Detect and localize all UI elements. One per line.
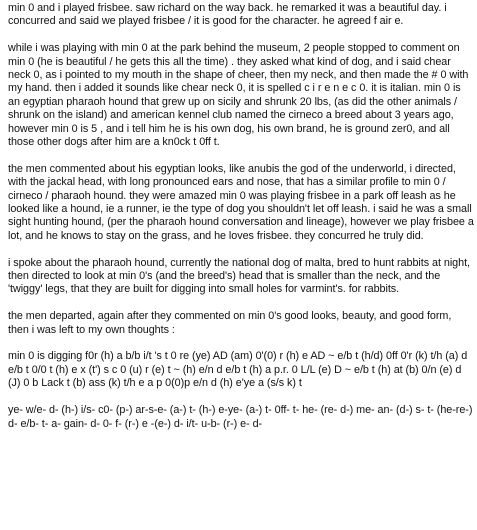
paragraph-pharaoh-hound: i spoke about the pharaoh hound, currently the national dog of malta, bred to hunt rabbits at night, then directed to look at min 0's (and the breed's) head that is smaller than the neck, and the 'twiggy' legs, that they are built for digging into small holes for varmint's. for rabbits. (8, 256, 470, 296)
paragraph-frisbee-intro: min 0 and i played frisbee. saw richard on the way back. he remarked it was a beautiful day. i concurred and said we played frisbee / it is good for the character. he agreed f air e. (8, 2, 447, 28)
paragraph-digging-wordplay: min 0 is digging f0r (h) a b/b i/t 's t 0 re (ye) AD (am) 0'(0) r (h) e AD ~ e/b t (h/d) 0ff 0'r (k) t/h (a) d e/b t 0/0 t (h) e x (t') s c 0 (u) r (e) t ~ (h) e/n d e/b t (h) a p.r. 0 L/L (e) D ~ e/b t (h) at (b) 0/n (e) d (J) 0 b Lack t (b) ass (k) t/h e a p 0(0)p e/n d (h) e'ye a (s/s k) t (8, 350, 468, 390)
paragraph-men-departed: the men departed, again after they commented on min 0's good looks, beauty, and good form, then i was left to my own thoughts : (8, 310, 452, 336)
paragraph-park-encounter: while i was playing with min 0 at the park behind the museum, 2 people stopped to comment on min 0 (he is beautiful / he gets this all the time) . they asked what kind of dog, and i said chear neck 0, as i pointed to my mouth in the shape of cheer, then my neck, and then made the # 0 with my hand. then i added it sounds like chear neck 0, it is spelled c i r e n e c 0. it is italian. min 0 is an egyptian pharaoh hound that grew up on sicily and shrunk 20 lbs, (as did the other animals / shrunk on the island) and american kennel club named the cirneco a breed about 3 years ago, however min 0 is 5 , and i tell him he is his own dog, his own brand, he is ground zer0, and all those other dogs after him are a kn0ck t 0ff t. (8, 42, 469, 149)
document-body (8, 2, 474, 444)
paragraph-hyphenated-wordplay: ye- w/e- d- (h-) i/s- c0- (p-) ar-s-e- (a-) t- (h-) e-ye- (a-) t- 0ff- t- he- (re- d-) me- an- (d-) s- t- (he-re-) d- e/b- t- a- gain- d- 0- f- (r-) e -(e-) d- i/t- u-b- (r-) e- d- (8, 404, 473, 430)
paragraph-egyptian-looks: the men commented about his egyptian looks, like anubis the god of the underworld, i directed, with the jackal head, with long pronounced ears and nose, that has a similar profile to min 0 / cirneco / pharaoh hound. they were amazed min 0 was playing frisbee in a park off leash as he looked like a hound, ie a runner, ie the type of dog you shouldn't let off leash. i said he was a small sight hunting hound, (per the pharaoh hound conversation and lineage), however we play frisbee a lot, and he knows to stay on the grass, and he loves frisbee. they concurred he truly did. (8, 162, 474, 242)
